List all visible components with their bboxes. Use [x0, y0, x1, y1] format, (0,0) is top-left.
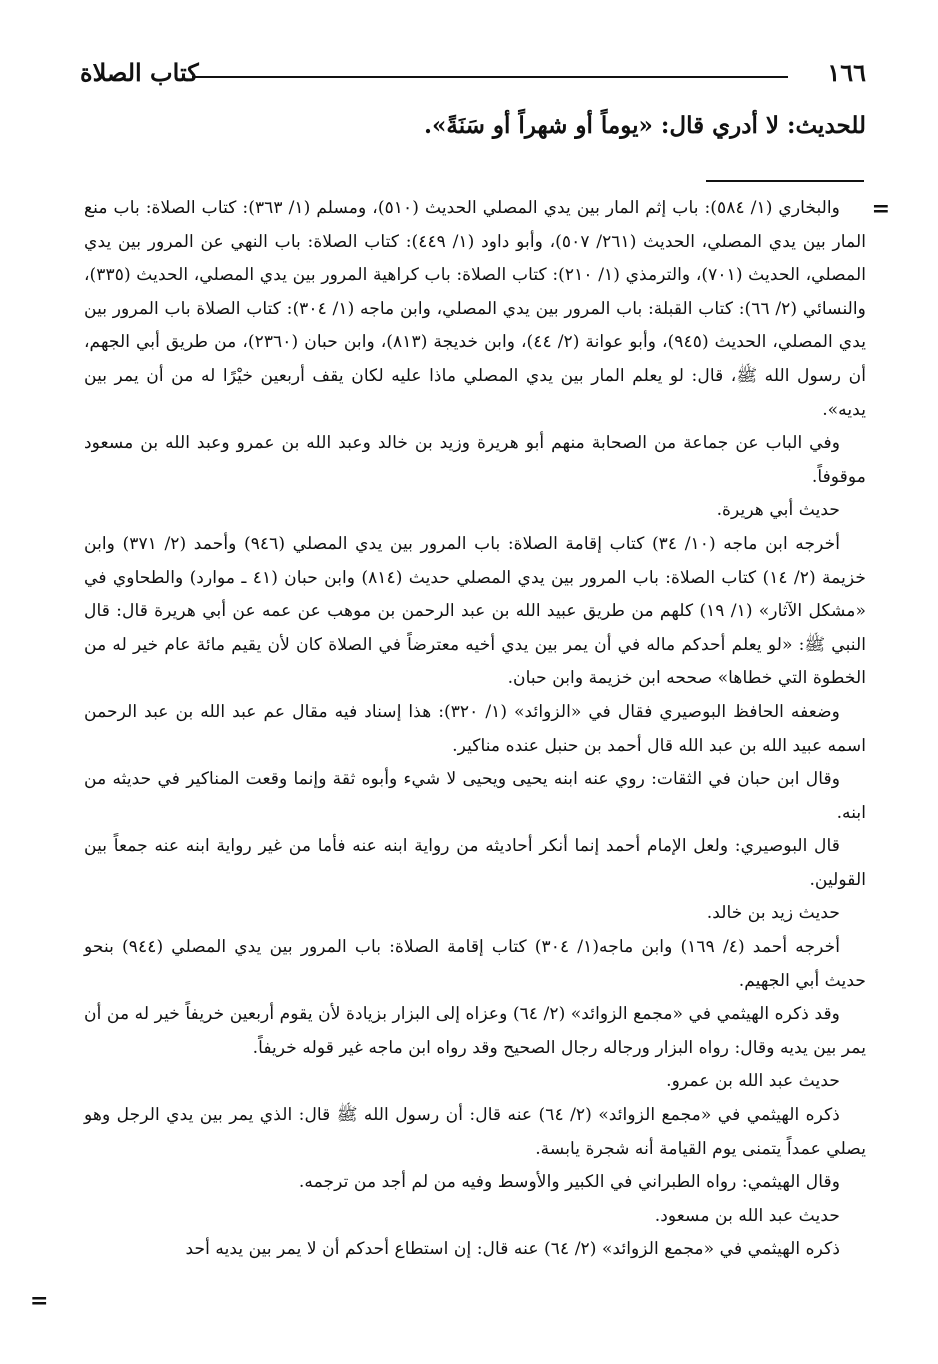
- footnotes: [84, 192, 866, 1267]
- footnote-paragraph: أخرجه ابن ماجه (١٠/ ٣٤) كتاب إقامة الصلاة: باب المرور بين يدي المصلي (٩٤٦) وأحمد (٢/ ٣٧١) وابن خزيمة (٢/ ١٤) كتاب الصلاة: باب المرور بين يدي المصلي حديث (٨١٤) وابن حبان (٤١ ـ موارد) والطحاوي في «مشكل الآثار» (١/ ١٩) كلهم من طريق عبيد الله بن عبد الرحمن بن موهب عن عمه عن أبي هريرة قال: قال النبي ﷺ: «لو يعلم أحدكم ماله في أن يمر بين يدي أخيه معترضاً في الصلاة كان لأن يقيم مائة عام خير له من الخطوة التي خطاها» صححه ابن خزيمة وابن حبان.: [84, 533, 867, 689]
- page-header: [80, 58, 866, 90]
- footnote-paragraph: أخرجه أحمد (٤/ ١٦٩) وابن ماجه(١/ ٣٠٤) كتاب إقامة الصلاة: باب المرور بين يدي المصلي (٩٤٤) بنحو حديث أبي الجهيم.: [84, 937, 866, 991]
- footnote-paragraph: حديث عبد الله بن مسعود.: [654, 1205, 840, 1226]
- footnote-paragraph: حديث عبد الله بن عمرو.: [666, 1071, 840, 1092]
- page-number: ١٦٦: [827, 58, 866, 87]
- continuation-marker-top: =: [871, 196, 890, 222]
- footnote-paragraph: حديث زيد بن خالد.: [706, 903, 840, 924]
- footnote-paragraph: والبخاري (١/ ٥٨٤): باب إثم المار بين يدي المصلي الحديث (٥١٠)، ومسلم (١/ ٣٦٣): كتاب الصلاة: باب منع المار بين يدي المصلي، الحديث (٢٦١/ ٥٠٧)، وأبو داود (١/ ٤٤٩): كتاب الصلاة: باب النهي عن المرور بين يدي المصلي، الحديث (٧٠١)، والترمذي (١/ ٢١٠): كتاب الصلاة: باب كراهية المرور بين يدي المصلي، الحديث (٣٣٥)، والنسائي (٢/ ٦٦): كتاب القبلة: باب المرور بين يدي المصلي، وابن ماجه (١/ ٣٠٤): كتاب الصلاة باب المرور بين يدي المصلي، الحديث (٩٤٥)، وأبو عوانة (٢/ ٤٤)، وابن خديجة (٨١٣)، وابن حبان (٢٣٦٠)، من طريق أبي الجهم، أن رسول الله ﷺ، قال: لو يعلم المار بين يدي المصلي ماذا عليه لكان يقف أربعين خيْرًا له من أن يمر بين يديه».: [84, 198, 867, 420]
- footnote-paragraph: قال البوصيري: ولعل الإمام أحمد إنما أنكر أحاديثه من رواية ابنه عنه فأما من غير رواية ابنه عنه جمعاً بين القولين.: [84, 836, 866, 890]
- footnote-separator: [706, 180, 864, 182]
- header-rule: [192, 76, 788, 78]
- footnote-paragraph: وفي الباب عن جماعة من الصحابة منهم أبو هريرة وزيد بن خالد وعبد الله بن عمرو وعبد الله بن مسعود موقوفاً.: [84, 433, 866, 487]
- footnote-paragraph: ذكره الهيثمي في «مجمع الزوائد» (٢/ ٦٤) عنه قال: إن استطاع أحدكم أن لا يمر بين يديه أحد: [185, 1239, 840, 1260]
- footnote-paragraph: وقال الهيثمي: رواه الطبراني في الكبير والأوسط وفيه من لم أجد من ترجمه.: [298, 1172, 840, 1193]
- book-title: كتاب الصلاة: [80, 58, 199, 87]
- footnote-paragraph: وضعفه الحافظ البوصيري فقال في «الزوائد» (١/ ٣٢٠): هذا إسناد فيه مقال عم عبد الله بن عبد الرحمن اسمه عبيد الله بن عبد الله قال أحمد بن حنبل عنده مناكير.: [84, 701, 866, 756]
- footnote-paragraph: وقال ابن حبان في الثقات: روي عنه ابنه يحيى ويحيى لا شيء وأبوه ثقة وإنما وقعت المناكير في حديثه من ابنه.: [84, 769, 866, 823]
- footnote-paragraph: وقد ذكره الهيثمي في «مجمع الزوائد» (٢/ ٦٤) وعزاه إلى البزار بزيادة لأن يقوم أربعين خريفاً خير له من أن يمر بين يديه وقال: رواه البزار ورجاله رجال الصحيح وقد رواه ابن ماجه غير قوله خريفاً.: [84, 1004, 866, 1058]
- intro-line: للحديث: لا أدري قال: «يوماً أو شهراً أو سَنَةً».: [424, 112, 866, 139]
- footnote-paragraph: حديث أبي هريرة.: [716, 500, 840, 521]
- footnote-paragraph: ذكره الهيثمي في «مجمع الزوائد» (٢/ ٦٤) عنه قال: أن رسول الله ﷺ قال: الذي يمر بين يدي الرجل وهو يصلي عمداً يتمنى يوم القيامة أنه شجرة يابسة.: [84, 1105, 866, 1159]
- continuation-marker-bottom: =: [30, 1288, 49, 1314]
